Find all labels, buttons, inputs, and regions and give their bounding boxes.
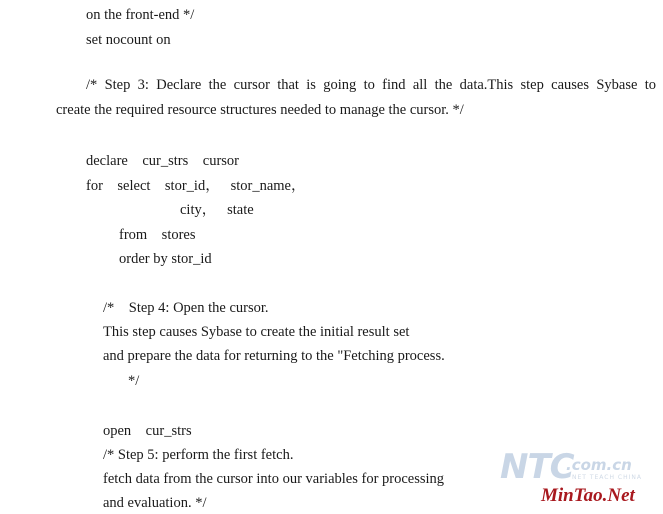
code-line-set-nocount: set nocount on bbox=[86, 32, 171, 48]
step5-desc-2: and evaluation. */ bbox=[103, 495, 207, 511]
code-line-from: from stores bbox=[119, 227, 196, 243]
code-line-declare: declare cur_strs cursor bbox=[86, 153, 239, 169]
code-line-open: open cur_strs bbox=[103, 423, 192, 439]
code-line-front-end: on the front-end */ bbox=[86, 7, 195, 23]
step5-comment: /* Step 5: perform the first fetch. bbox=[103, 447, 294, 463]
code-line-city-state: city， state bbox=[180, 202, 254, 218]
step3-line-1: /* Step 3: Declare the cursor that is going to find all the data.This step causes Sybase to bbox=[86, 77, 656, 93]
step4-end: */ bbox=[128, 373, 140, 389]
step4-comment: /* Step 4: Open the cursor. bbox=[103, 300, 269, 316]
ntc-watermark-logo: NTC bbox=[500, 447, 574, 487]
step5-desc-1: fetch data from the cursor into our variables for processing bbox=[103, 471, 445, 487]
step3-line-2: create the required resource structures needed to manage the cursor. */ bbox=[56, 102, 464, 118]
step3-comment bbox=[56, 73, 656, 123]
step4-desc-1: This step causes Sybase to create the initial result set bbox=[103, 324, 410, 340]
ntc-watermark-domain: .com.cn bbox=[566, 456, 632, 474]
code-line-for-select: for select stor_id， stor_name， bbox=[86, 178, 306, 194]
ntc-watermark-subtitle: NET TEACH CHINA bbox=[572, 474, 642, 481]
mintao-watermark: MinTao.Net bbox=[541, 485, 635, 506]
code-line-order-by: order by stor_id bbox=[119, 251, 212, 267]
step4-desc-2: and prepare the data for returning to the "Fetching process. bbox=[103, 348, 445, 364]
